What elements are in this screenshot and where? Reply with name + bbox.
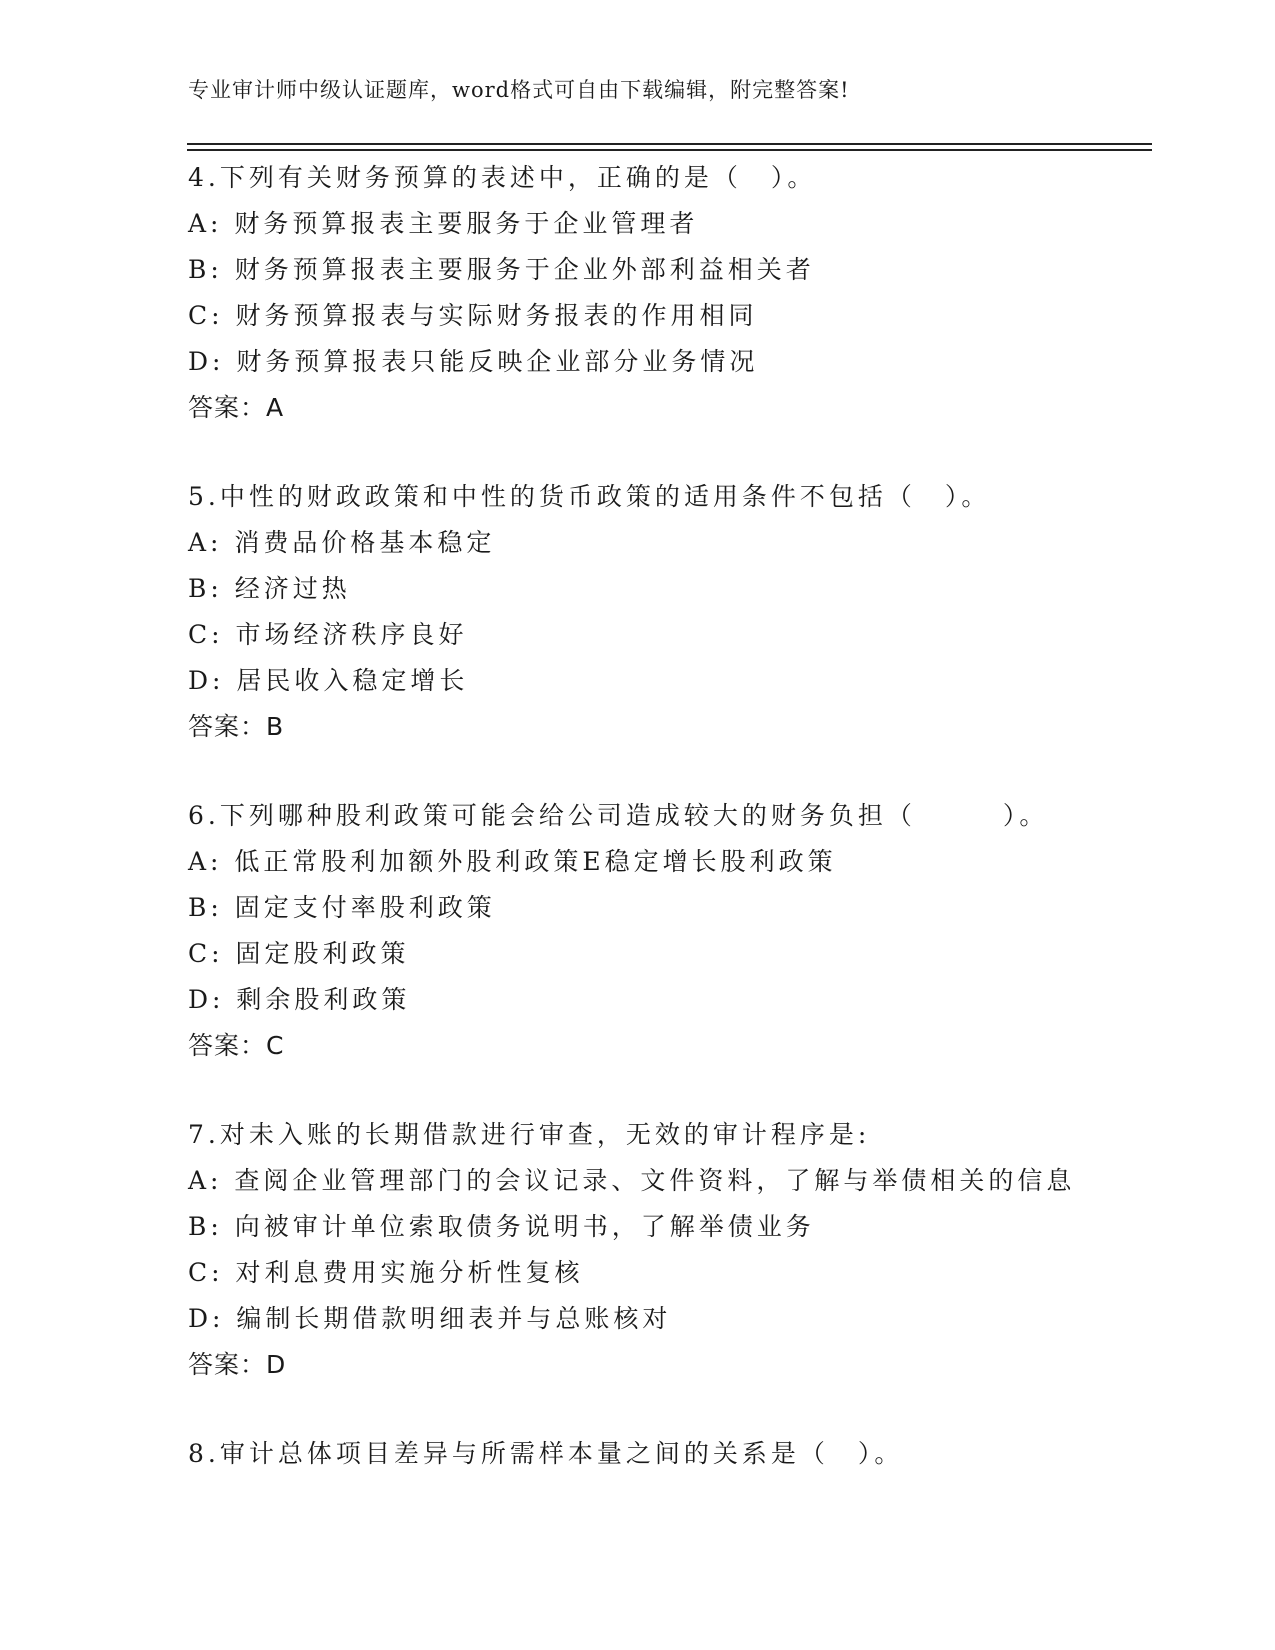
option-b: B: 经济过热 (188, 574, 351, 603)
page-header: 专业审计师中级认证题库，word格式可自由下载编辑，附完整答案! (188, 78, 850, 102)
option-c: C: 固定股利政策 (188, 939, 410, 968)
question-stem: 7.对未入账的长期借款进行审查，无效的审计程序是: (188, 1120, 871, 1149)
option-b: B: 向被审计单位索取债务说明书，了解举债业务 (188, 1212, 815, 1241)
option-d: D: 居民收入稳定增长 (188, 666, 469, 695)
option-c: C: 财务预算报表与实际财务报表的作用相同 (188, 301, 758, 330)
answer: 答案：C (188, 1031, 285, 1060)
header-rule-top (187, 143, 1152, 145)
question-stem: 6.下列哪种股利政策可能会给公司造成较大的财务负担（ ）。 (188, 801, 1049, 830)
question-5 (188, 474, 1148, 750)
header-rule-bottom (187, 149, 1152, 151)
option-a: A: 财务预算报表主要服务于企业管理者 (188, 209, 699, 238)
option-c: C: 对利息费用实施分析性复核 (188, 1258, 584, 1287)
question-6 (188, 793, 1148, 1069)
option-d: D: 编制长期借款明细表并与总账核对 (188, 1304, 672, 1333)
option-b: B: 固定支付率股利政策 (188, 893, 496, 922)
answer: 答案：D (188, 1350, 287, 1379)
question-stem: 8.审计总体项目差异与所需样本量之间的关系是（ ）。 (188, 1439, 904, 1468)
option-c: C: 市场经济秩序良好 (188, 620, 468, 649)
question-4 (188, 155, 1148, 431)
option-a: A: 低正常股利加额外股利政策E稳定增长股利政策 (188, 847, 837, 876)
question-stem: 5.中性的财政政策和中性的货币政策的适用条件不包括（ ）。 (188, 482, 991, 511)
answer: 答案：A (188, 393, 285, 422)
question-8 (188, 1431, 1148, 1477)
option-b: B: 财务预算报表主要服务于企业外部利益相关者 (188, 255, 815, 284)
option-d: D: 剩余股利政策 (188, 985, 411, 1014)
option-a: A: 查阅企业管理部门的会议记录、文件资料，了解与举债相关的信息 (188, 1166, 1076, 1195)
question-7 (188, 1112, 1148, 1388)
answer: 答案：B (188, 712, 285, 741)
option-a: A: 消费品价格基本稳定 (188, 528, 496, 557)
question-stem: 4.下列有关财务预算的表述中，正确的是（ ）。 (188, 163, 817, 192)
option-d: D: 财务预算报表只能反映企业部分业务情况 (188, 347, 759, 376)
